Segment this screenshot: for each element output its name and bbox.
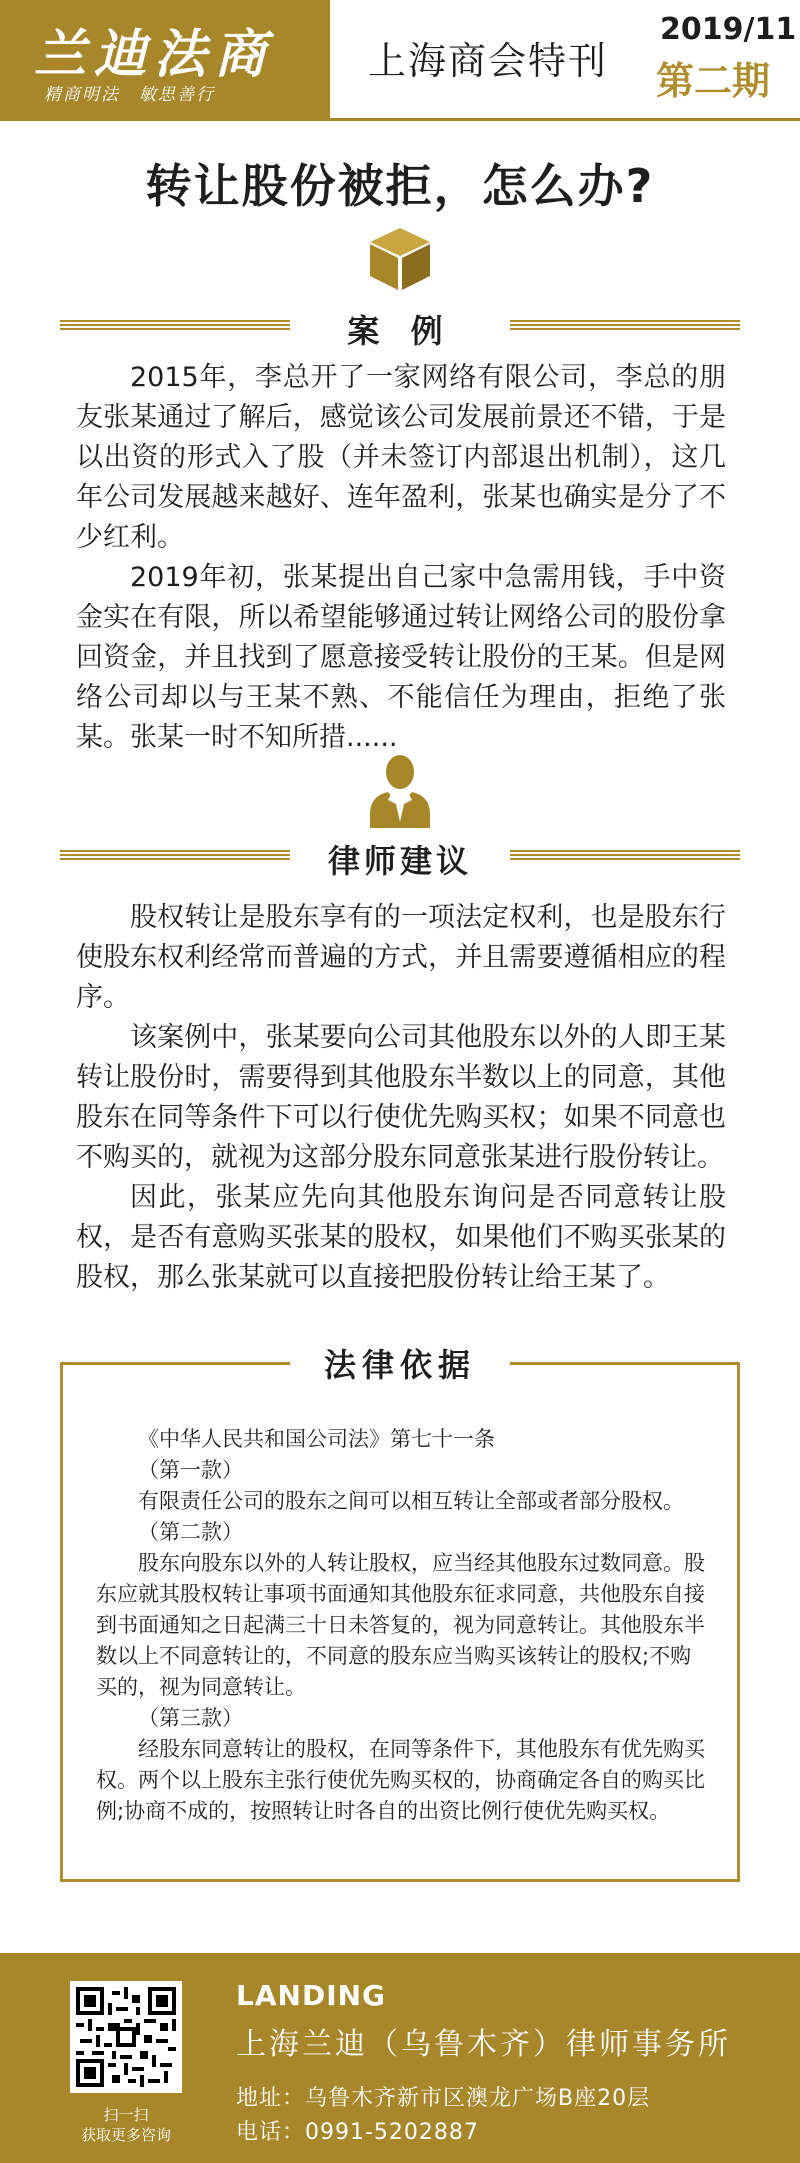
clause-text-2: 股东向股东以外的人转让股权，应当经其他股东过数同意。股东应就其股权转让事项书面通知其他股东征求同意，共他股东自接到书面通知之日起满三十日未答复的，视为同意转让。其他股东半数以上不同意转让的，不同意的股东应当购买该转让的股权;不购买的，视为同意转让。 (96, 1551, 705, 1699)
logo-text: 兰迪法商 (34, 24, 275, 85)
header-divider (0, 118, 800, 121)
clause-text-1: 有限责任公司的股东之间可以相互转让全部或者部分股权。 (138, 1489, 684, 1513)
issue-date: 2019/11 (660, 12, 797, 47)
qr-caption-line-2: 获取更多咨询 (80, 2126, 171, 2144)
logo-slogan: 精商明法 敏思善行 (44, 85, 215, 105)
publication-title: 上海商会特刊 (368, 39, 609, 83)
firm-phone: 电话：0991-5202887 (236, 2120, 479, 2145)
legal-body (96, 1424, 706, 1827)
advice-paragraph-1: 股权转让是股东享有的一项法定权利，也是股东行使股东权利经常而普遍的方式，并且需要遵循相应的程序。 (76, 902, 726, 1013)
footer (0, 1953, 800, 2163)
brand-name: LANDING (236, 1979, 387, 2012)
legal-heading: 法律依据 (290, 1340, 510, 1384)
case-heading-label: 案 例 (347, 312, 453, 350)
advice-heading (60, 836, 740, 880)
case-paragraph-1: 2015年，李总开了一家网络有限公司，李总的朋友张某通过了解后，感觉该公司发展前景还不错，于是以出资的形式入了股（并未签订内部退出机制），这几年公司发展越来越好、连年盈利，张某也确实是分了不少红利。 (76, 362, 726, 553)
advice-paragraph-3: 因此，张某应先向其他股东询问是否同意转让股权，是否有意购买张某的股权，如果他们不购买张某的股权，那么张某就可以直接把股份转让给王某了。 (76, 1182, 726, 1293)
case-paragraph-2: 2019年初，张某提出自己家中急需用钱，手中资金实在有限，所以希望能够通过转让网络公司的股份拿回资金，并且找到了愿意接受转让股份的王某。但是网络公司却以与王某不熟、不能信任为理由，拒绝了张某。张某一时不知所措...... (76, 562, 726, 753)
case-heading (60, 306, 740, 350)
qr-caption-line-1: 扫一扫 (103, 2106, 149, 2124)
firm-address: 地址：乌鲁木齐新市区澳龙广场B座20层 (236, 2086, 651, 2111)
law-title: 《中华人民共和国公司法》第七十一条 (138, 1427, 495, 1451)
logo-block (0, 0, 330, 118)
page-title: 转让股份被拒，怎么办? (145, 159, 655, 213)
clause-text-3: 经股东同意转让的股权，在同等条件下，其他股东有优先购买权。两个以上股东主张行使优先购买权的，协商确定各自的购买比例;协商不成的，按照转让时各自的出资比例行使优先购买权。 (96, 1737, 705, 1823)
qr-caption (56, 2105, 196, 2145)
advice-paragraph-2: 该案例中，张某要向公司其他股东以外的人即王某转让股份时，需要得到其他股东半数以上的同意，其他股东在同等条件下可以行使优先购买权；如果不同意也不购买的，就视为这部分股东同意张某进行股份转让。 (76, 1022, 726, 1173)
issue-number: 第二期 (656, 59, 771, 103)
qr-code[interactable] (70, 1981, 182, 2093)
clause-label-2: （第二款） (138, 1520, 243, 1544)
advice-body (76, 898, 726, 1298)
case-body (76, 358, 726, 758)
clause-label-3: （第三款） (138, 1706, 243, 1730)
clause-label-1: （第一款） (138, 1458, 243, 1482)
lawyer-icon (366, 752, 434, 828)
advice-heading-label: 律师建议 (327, 842, 472, 880)
firm-name: 上海兰迪（乌鲁木齐）律师事务所 (236, 2027, 731, 2062)
qr-code-icon (76, 1987, 176, 2087)
box-icon (368, 226, 432, 292)
